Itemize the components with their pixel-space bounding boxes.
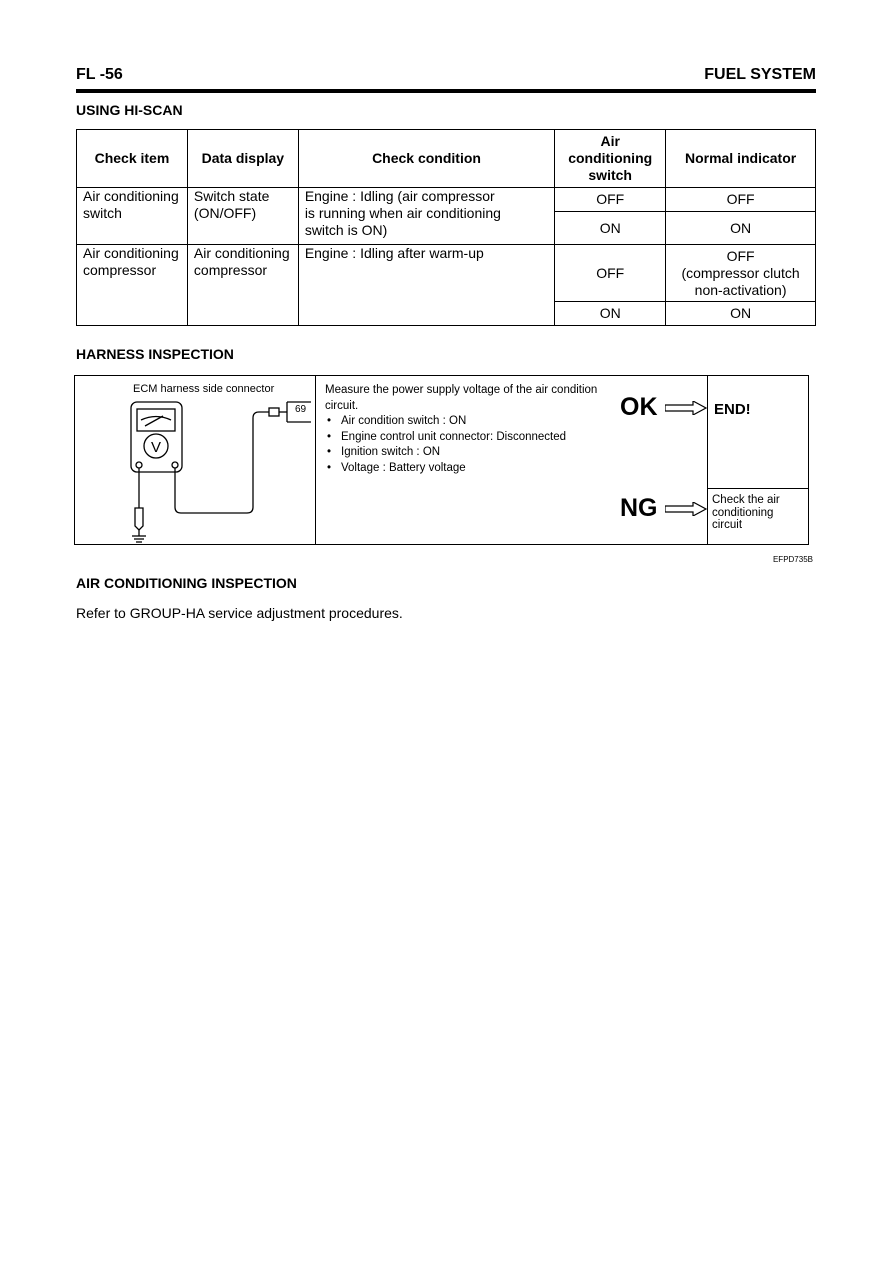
hiscan-heading: USING HI-SCAN bbox=[76, 102, 183, 118]
harness-inspection-box bbox=[74, 375, 809, 545]
switch-cell: ON bbox=[555, 212, 666, 245]
divider bbox=[707, 488, 808, 489]
list-item: • Air condition switch : ON bbox=[325, 414, 625, 430]
check-item-cell: Air conditioning compressor bbox=[77, 245, 188, 326]
data-display-cell: Switch state (ON/OFF) bbox=[187, 188, 298, 245]
harness-instructions bbox=[325, 383, 625, 476]
ng-label: NG bbox=[620, 494, 658, 522]
ac-text: Refer to GROUP-HA service adjustment procedures. bbox=[76, 605, 403, 621]
indicator-cell: ON bbox=[666, 302, 816, 326]
voltmeter-v-symbol: V bbox=[150, 439, 162, 456]
indicator-cell: ON bbox=[666, 212, 816, 245]
ok-result: END! bbox=[714, 401, 751, 418]
arrow-right-icon bbox=[665, 401, 707, 415]
indicator-cell: OFF bbox=[666, 188, 816, 212]
check-condition-cell: Engine : Idling after warm-up bbox=[298, 245, 554, 326]
arrow-right-icon bbox=[665, 502, 707, 516]
switch-cell: ON bbox=[555, 302, 666, 326]
header-rule bbox=[76, 89, 816, 93]
check-item-cell: Air conditioning switch bbox=[77, 188, 188, 245]
table-row bbox=[77, 188, 816, 212]
harness-heading: HARNESS INSPECTION bbox=[76, 346, 234, 362]
figure-code: EFPD735B bbox=[772, 555, 813, 564]
column-header: Air conditioning switch bbox=[555, 130, 666, 188]
list-item: • Voltage : Battery voltage bbox=[325, 461, 625, 477]
list-item: • Engine control unit connector: Disconnected bbox=[325, 430, 625, 446]
ng-result: Check the air conditioning circuit bbox=[712, 494, 780, 531]
column-header: Data display bbox=[187, 130, 298, 188]
page-number: FL -56 bbox=[76, 66, 123, 83]
connector-label: ECM harness side connector bbox=[133, 383, 275, 395]
divider bbox=[707, 376, 708, 544]
voltmeter-diagram bbox=[75, 376, 315, 544]
switch-cell: OFF bbox=[555, 245, 666, 302]
column-header: Check item bbox=[77, 130, 188, 188]
switch-cell: OFF bbox=[555, 188, 666, 212]
instruction-text: Measure the power supply voltage of the air condition circuit. bbox=[325, 384, 598, 412]
table-row bbox=[77, 245, 816, 302]
column-header: Check condition bbox=[298, 130, 554, 188]
page-header bbox=[76, 66, 816, 88]
pin-number: 69 bbox=[295, 404, 307, 415]
divider bbox=[315, 376, 316, 544]
column-header: Normal indicator bbox=[666, 130, 816, 188]
indicator-cell: OFF (compressor clutch non-activation) bbox=[666, 245, 816, 302]
list-item: • Ignition switch : ON bbox=[325, 445, 625, 461]
hiscan-table bbox=[76, 129, 816, 326]
ok-label: OK bbox=[620, 393, 658, 421]
instruction-list bbox=[325, 414, 625, 476]
data-display-cell: Air conditioning compressor bbox=[187, 245, 298, 326]
check-condition-cell: Engine : Idling (air compressor is running when air conditioning switch is ON) bbox=[298, 188, 554, 245]
ac-heading: AIR CONDITIONING INSPECTION bbox=[76, 575, 297, 591]
section-title: FUEL SYSTEM bbox=[704, 66, 816, 83]
